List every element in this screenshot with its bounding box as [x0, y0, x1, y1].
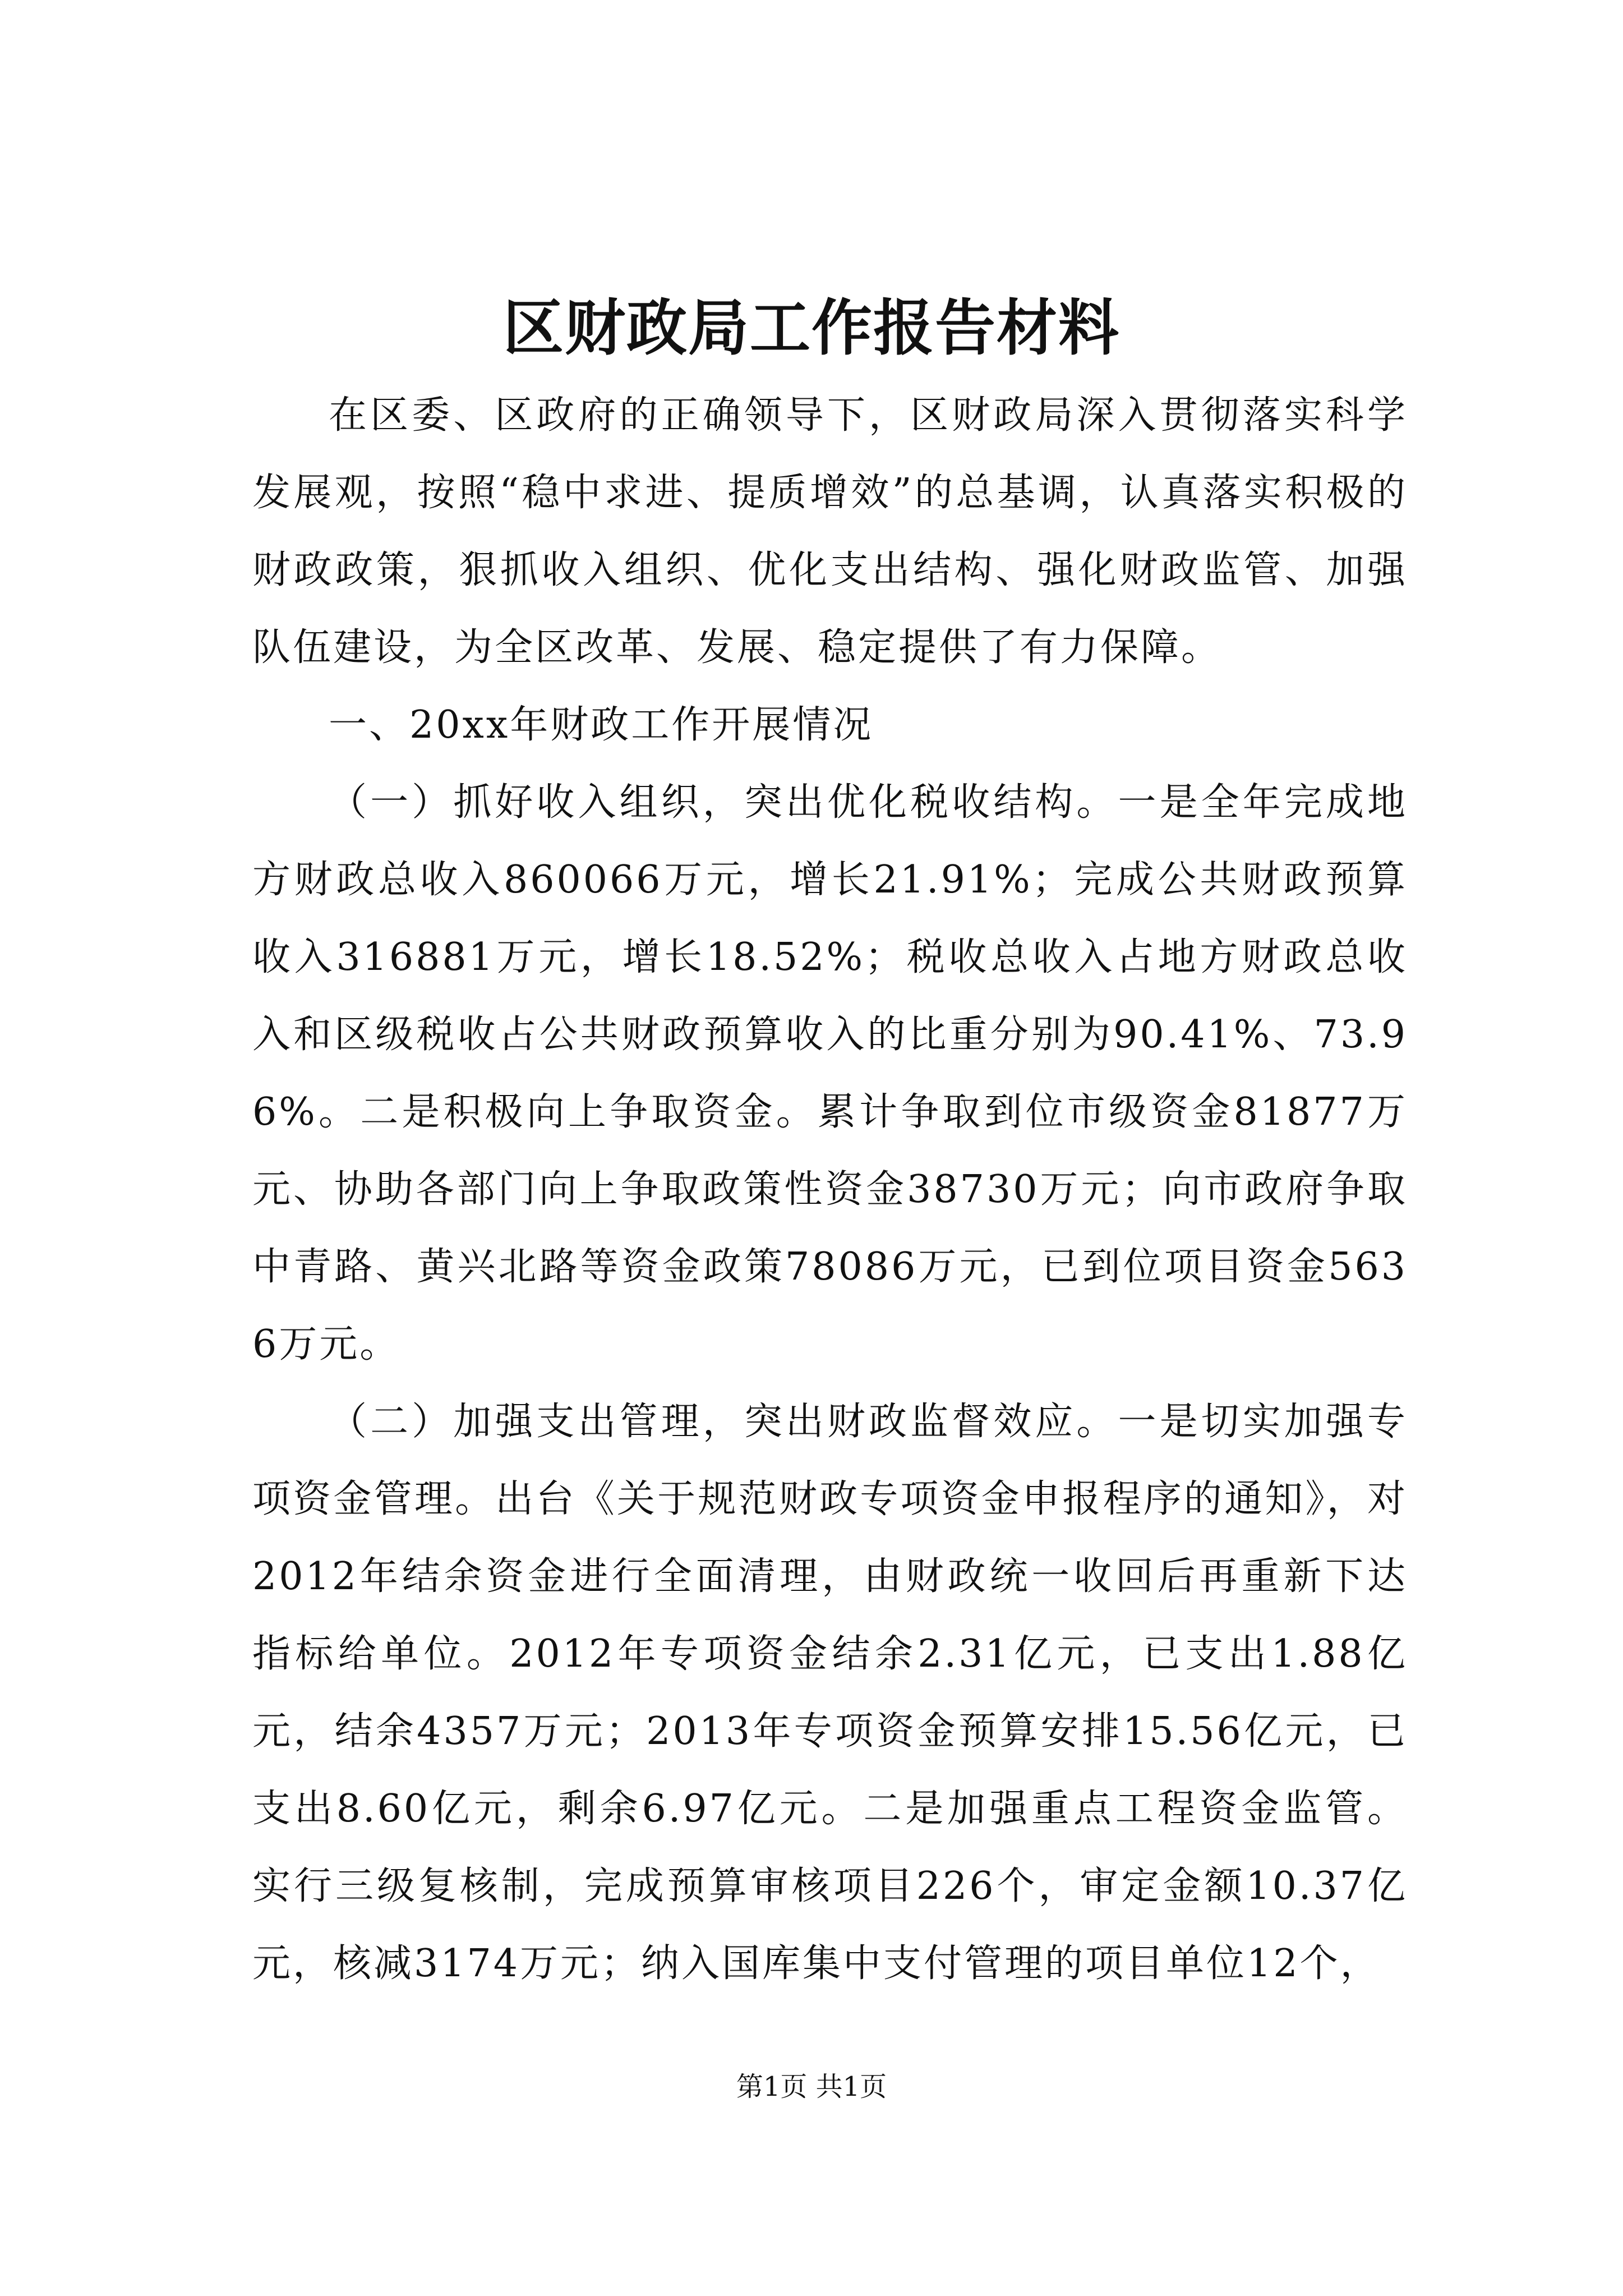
section-heading: 一、20xx年财政工作开展情况	[329, 703, 874, 747]
paragraph-expenditure: （二）加强支出管理，突出财政监督效应。一是切实加强专项资金管理。出台《关于规范财政专项资金申报程序的通知》，对2012年结余资金进行全面清理，由财政统一收回后再重新下达指标给单位。2012年专项资金结余2.31亿元，已支出1.88亿元，结余4357万元；2013年专项资金预算安排15.56亿元，已支出8.60亿元，剩余6.97亿元。二是加强重点工程资金监管。实行三级复核制，完成预算审核项目226个，审定金额10.37亿元，核减3174万元；纳入国库集中支付管理的项目单位12个，	[252, 1400, 1408, 1986]
document-body	[252, 377, 1408, 2003]
paragraph-intro: 在区委、区政府的正确领导下，区财政局深入贯彻落实科学发展观，按照“稳中求进、提质增效”的总基调，认真落实积极的财政政策，狠抓收入组织、优化支出结构、强化财政监管、加强队伍建设，为全区改革、发展、稳定提供了有力保障。	[252, 393, 1408, 670]
page-footer: 第1页 共1页	[736, 2071, 887, 2102]
paragraph-revenue: （一）抓好收入组织，突出优化税收结构。一是全年完成地方财政总收入860066万元，增长21.91%；完成公共财政预算收入316881万元，增长18.52%；税收总收入占地方财政总收入和区级税收占公共财政预算收入的比重分别为90.41%、73.96%。二是积极向上争取资金。累计争取到位市级资金81877万元、协助各部门向上争取政策性资金38730万元；向市政府争取中青路、黄兴北路等资金政策78086万元，已到位项目资金5636万元。	[252, 780, 1408, 1366]
document-title: 区财政局工作报告材料	[502, 293, 1120, 364]
